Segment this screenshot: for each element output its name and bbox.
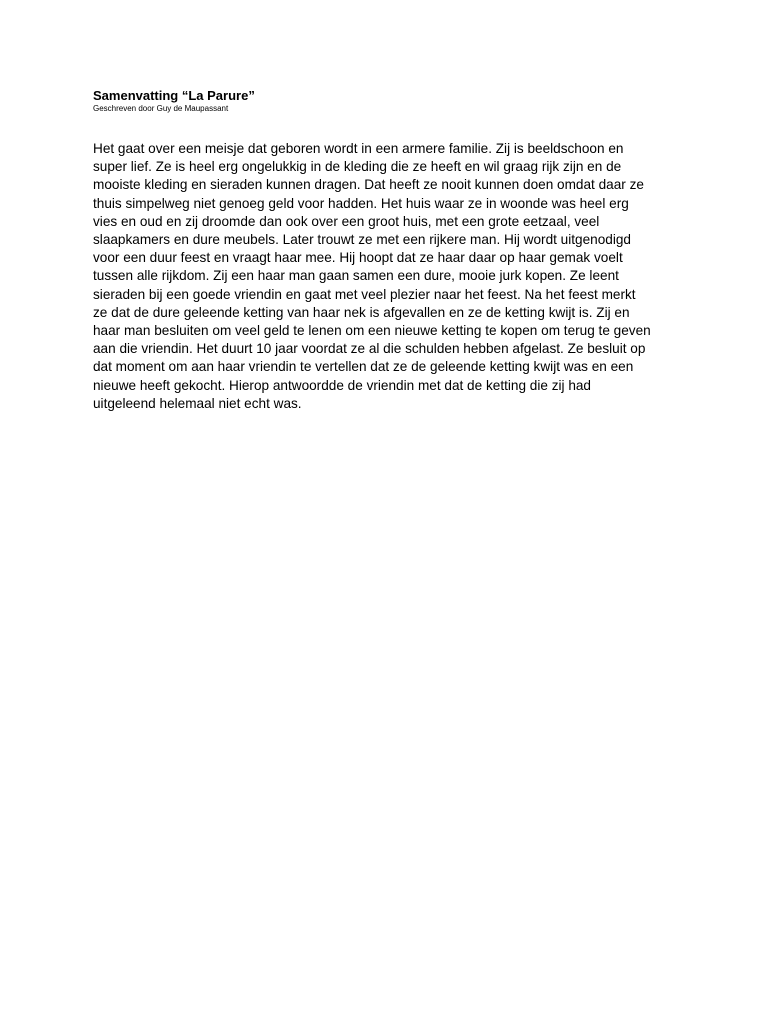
paragraph-line: thuis simpelweg niet genoeg geld voor hadden. Het huis waar ze in woonde was heel erg (93, 195, 629, 211)
paragraph-line: vies en oud en zij droomde dan ook over een groot huis, met een grote eetzaal, veel (93, 213, 600, 229)
paragraph-line: Het gaat over een meisje dat geboren wordt in een armere familie. Zij is beeldschoon en (93, 141, 624, 156)
document-content (93, 88, 693, 413)
paragraph-line: sieraden bij een goede vriendin en gaat met veel plezier naar het feest. Na het feest merkt (93, 286, 636, 302)
paragraph-line: dat moment om aan haar vriendin te vertellen dat ze de geleende ketting kwijt was en een (93, 359, 634, 375)
document-title: Samenvatting “La Parure” (93, 88, 255, 103)
paragraph-line: nieuwe heeft gekocht. Hierop antwoordde de vriendin met dat de ketting die zij had (93, 377, 591, 393)
paragraph-line: ze dat de dure geleende ketting van haar nek is afgevallen en ze de ketting kwijt is. Zij en (93, 304, 630, 320)
paragraph-line: voor een duur feest en vraagt haar mee. Hij hoopt dat ze haar daar op haar gemak voelt (93, 250, 623, 266)
document-subtitle: Geschreven door Guy de Maupassant (93, 104, 229, 113)
paragraph-line: uitgeleend helemaal niet echt was. (93, 395, 302, 411)
paragraph-line: mooiste kleding en sieraden kunnen dragen. Dat heeft ze nooit kunnen doen omdat daar ze (93, 177, 644, 193)
paragraph-line: aan die vriendin. Het duurt 10 jaar voordat ze al die schulden hebben afgelast. Ze besluit op (93, 341, 646, 357)
paragraph-line: super lief. Ze is heel erg ongelukkig in de kleding die ze heeft en wil graag rijk zijn en de (93, 159, 622, 175)
summary-paragraph (93, 140, 693, 413)
paragraph-line: haar man besluiten om veel geld te lenen om een nieuwe ketting te kopen om terug te geven (93, 323, 651, 339)
paragraph-line: slaapkamers en dure meubels. Later trouwt ze met een rijkere man. Hij wordt uitgenodigd (93, 232, 631, 248)
paragraph-line: tussen alle rijkdom. Zij een haar man gaan samen een dure, mooie jurk kopen. Ze leent (93, 268, 619, 284)
